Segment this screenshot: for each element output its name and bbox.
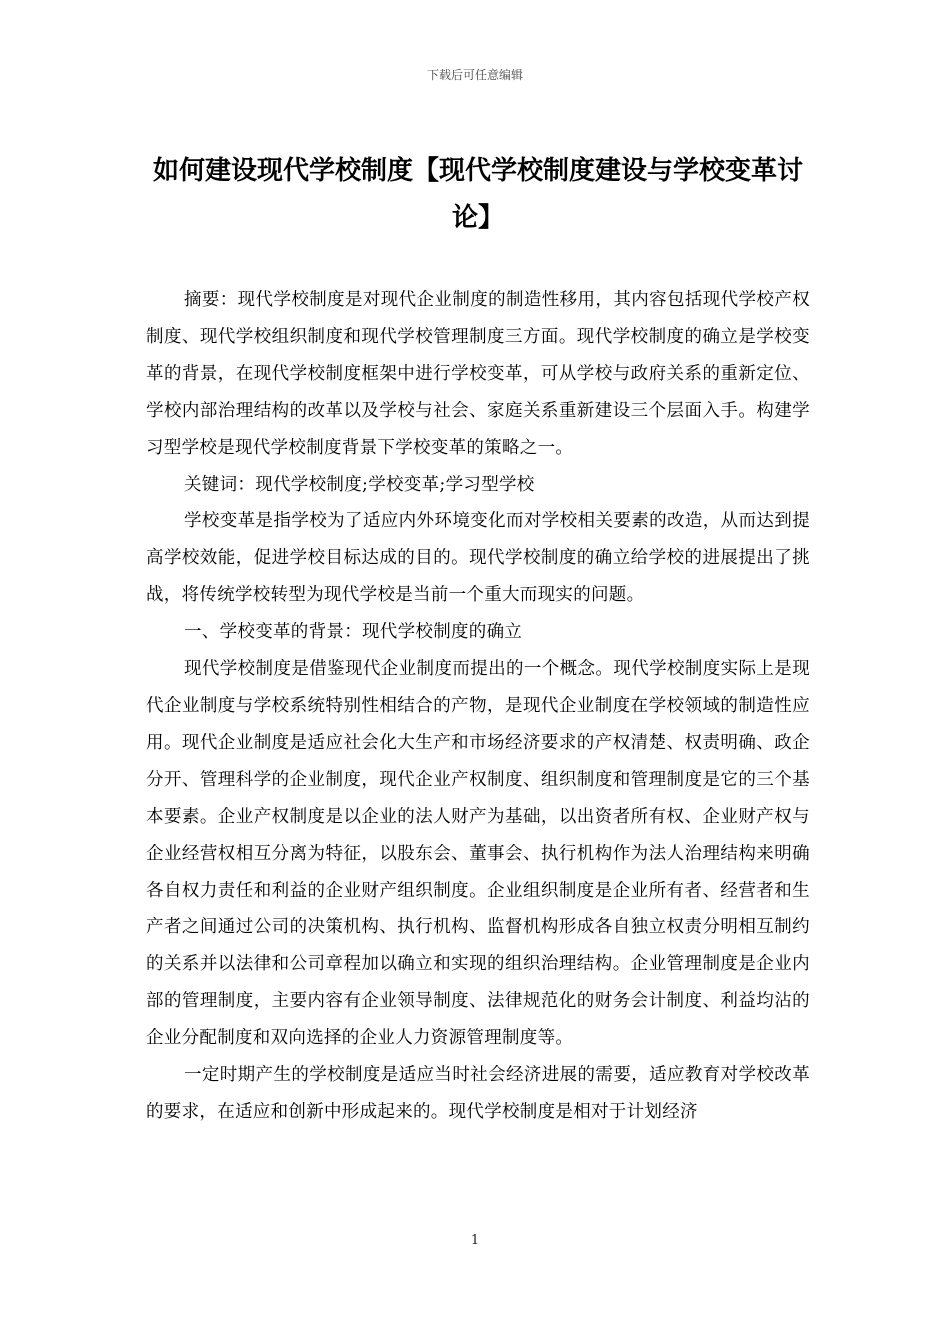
body-paragraph: 现代学校制度是借鉴现代企业制度而提出的一个概念。现代学校制度实际上是现代企业制度与学校系统特别性相结合的产物，是现代企业制度在学校领域的制造性应用。现代企业制度是适应社会化大生产和市场经济要求的产权清楚、权责明确、政企分开、管理科学的企业制度，现代企业产权制度、组织制度和管理制度是它的三个基本要素。企业产权制度是以企业的法人财产为基础，以出资者所有权、企业财产权与企业经营权相互分离为特征，以股东会、董事会、执行机构作为法人治理结构来明确各自权力责任和利益的企业财产组织制度。企业组织制度是企业所有者、经营者和生产者之间通过公司的决策机构、执行机构、监督机构形成各自独立权责分明相互制约的关系并以法律和公司章程加以确立和实现的组织治理结构。企业管理制度是企业内部的管理制度，主要内容有企业领导制度、法律规范化的财务会计制度、利益均沾的企业分配制度和双向选择的企业人力资源管理制度等。	[146, 659, 810, 1049]
intro-paragraph: 学校变革是指学校为了适应内外环境变化而对学校相关要素的改造，从而达到提高学校效能，促进学校目标达成的目的。现代学校制度的确立给学校的进展提出了挑战，将传统学校转型为现代学校是当前一个重大而现实的问题。	[146, 511, 810, 606]
document-title	[146, 148, 810, 242]
abstract-paragraph: 摘要：现代学校制度是对现代企业制度的制造性移用，其内容包括现代学校产权制度、现代学校组织制度和现代学校管理制度三方面。现代学校制度的确立是学校变革的背景，在现代学校制度框架中进行学校变革，可从学校与政府关系的重新定位、学校内部治理结构的改革以及学校与社会、家庭关系重新建设三个层面入手。构建学习型学校是现代学校制度背景下学校变革的策略之一。	[146, 290, 810, 458]
title-line-1: 如何建设现代学校制度【现代学校制度建设与学校变革讨	[152, 156, 803, 186]
keywords-paragraph: 关键词：现代学校制度;学校变革;学习型学校	[184, 474, 535, 495]
section-heading: 一、学校变革的背景：现代学校制度的确立	[184, 622, 523, 643]
page-number: 1	[470, 1233, 480, 1248]
header-note: 下载后可任意编辑	[426, 68, 523, 82]
title-line-2: 论】	[451, 203, 504, 233]
document-body	[146, 282, 810, 1131]
body-paragraph: 一定时期产生的学校制度是适应当时社会经济进展的需要，适应教育对学校改革的要求，在适应和创新中形成起来的。现代学校制度是相对于计划经济	[146, 1065, 810, 1122]
